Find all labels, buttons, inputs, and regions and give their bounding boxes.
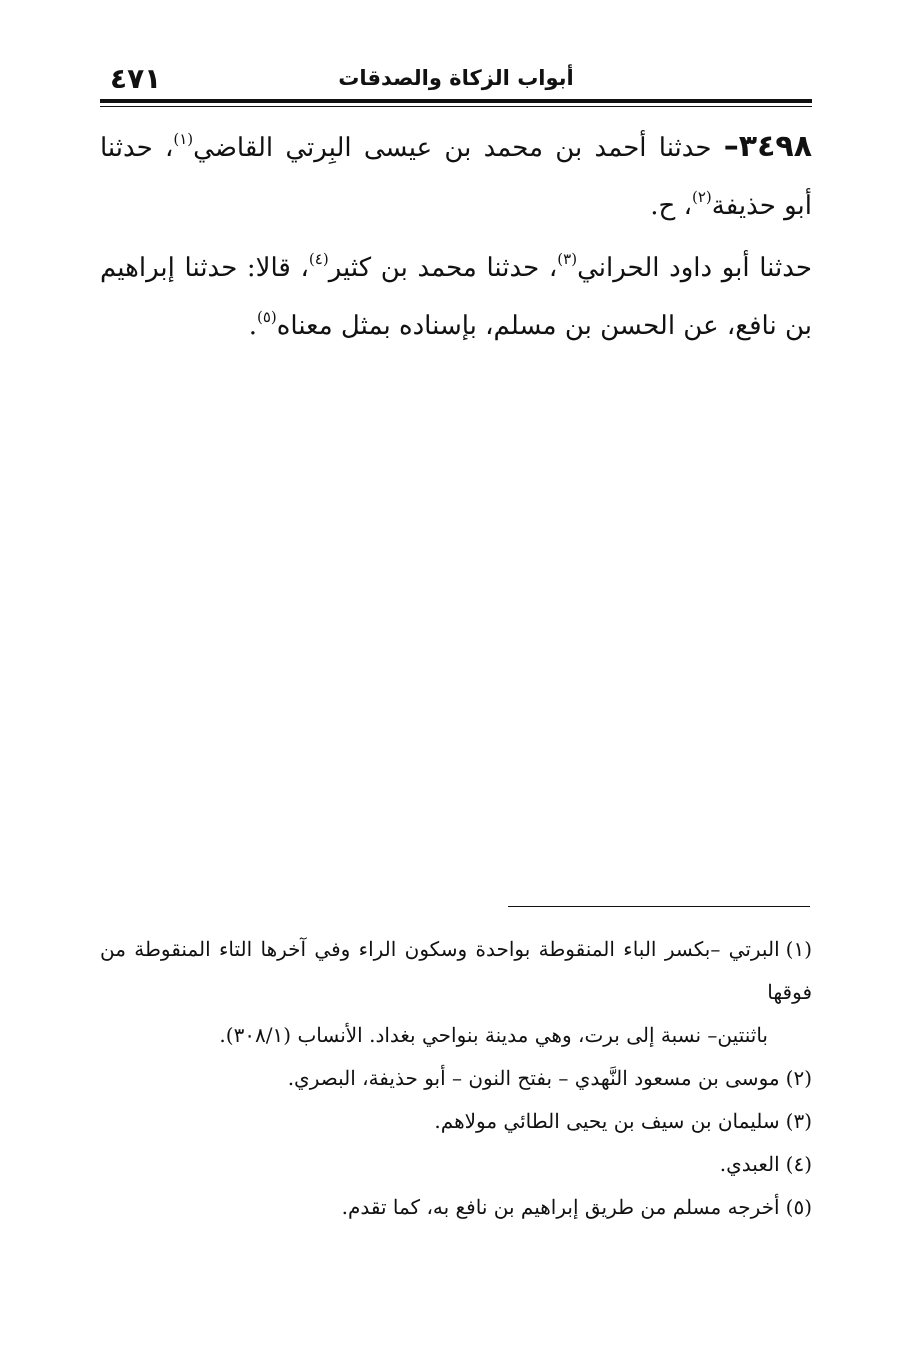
footnotes xyxy=(100,928,812,1229)
footnote-ref-3: (٣) xyxy=(557,250,578,268)
footnote-text: العبدي. xyxy=(719,1152,780,1176)
text-segment: ، قالا: حدثنا إبراهيم بن نافع، عن الحسن بن مسلم، بإسناده بمثل معناه xyxy=(100,253,812,341)
main-text xyxy=(100,118,812,359)
footnote-1 xyxy=(100,928,812,1057)
hadith-paragraph-2 xyxy=(100,239,812,355)
hadith-paragraph-1 xyxy=(100,118,812,235)
header-rule-thin xyxy=(100,106,812,107)
footnote-5 xyxy=(100,1186,812,1229)
text-segment: . xyxy=(248,311,257,341)
footnote-text-continuation: باثنتين– نسبة إلى برت، وهي مدينة بنواحي بغداد. الأنساب (٣٠٨/١). xyxy=(219,1023,768,1047)
footnote-label: (٤) xyxy=(785,1152,812,1176)
text-segment: حدثنا أبو داود الحراني xyxy=(577,253,812,283)
footnote-separator xyxy=(508,906,810,907)
footnote-label: (٢) xyxy=(785,1066,812,1090)
footnote-label: (٥) xyxy=(785,1195,812,1219)
footnote-ref-5: (٥) xyxy=(257,308,277,326)
header-rule-thick xyxy=(100,99,812,103)
text-segment: ، حدثنا محمد بن كثير xyxy=(328,253,558,283)
page-number: ٤٧١ xyxy=(110,62,162,95)
footnote-text: سليمان بن سيف بن يحيى الطائي مولاهم. xyxy=(434,1109,780,1133)
footnote-text: البرتي –بكسر الباء المنقوطة بواحدة وسكون الراء وفي آخرها التاء المنقوطة من فوقها xyxy=(100,937,812,1004)
footnote-ref-2: (٢) xyxy=(692,188,712,206)
footnote-ref-4: (٤) xyxy=(308,250,329,268)
text-segment: حدثنا أحمد بن محمد بن عيسى البِرتي القاضي xyxy=(193,133,712,163)
footnote-3 xyxy=(100,1100,812,1143)
footnote-2 xyxy=(100,1057,812,1100)
footnote-text: موسى بن مسعود النَّهدي – بفتح النون – أبو حذيفة، البصري. xyxy=(287,1066,780,1090)
footnote-text: أخرجه مسلم من طريق إبراهيم بن نافع به، كما تقدم. xyxy=(341,1195,780,1219)
footnote-label: (٣) xyxy=(785,1109,812,1133)
footnote-4 xyxy=(100,1143,812,1186)
text-segment: ، حدثنا أبو حذيفة xyxy=(100,133,812,221)
running-title: أبواب الزكاة والصدقات xyxy=(338,66,574,90)
text-segment: ، ح. xyxy=(650,191,692,221)
footnote-ref-1: (١) xyxy=(173,130,194,148)
hadith-number: ٣٤٩٨– xyxy=(723,129,813,164)
page-header xyxy=(100,60,812,100)
footnote-label: (١) xyxy=(785,937,812,961)
